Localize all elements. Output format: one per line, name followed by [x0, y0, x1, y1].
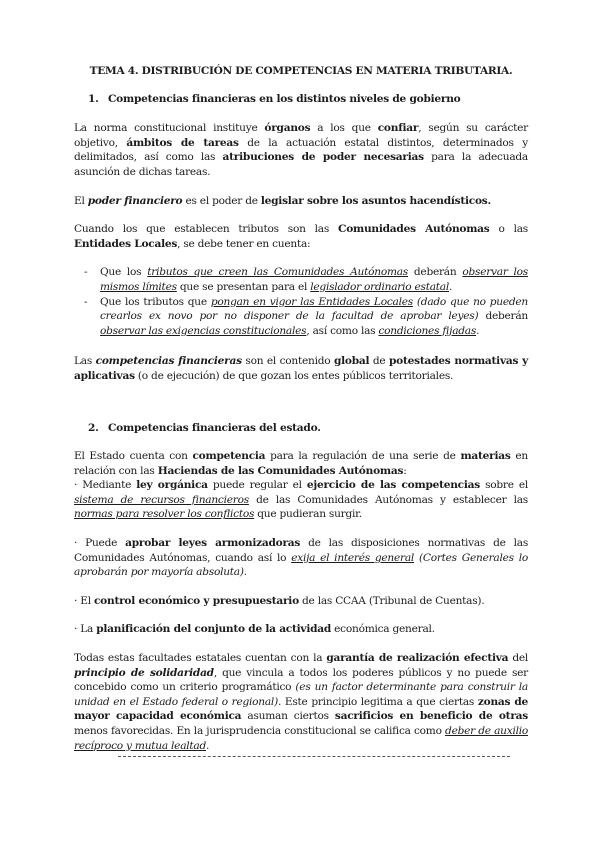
paragraph-economic-control: · El control económico y presupuestario de las CCAA (Tribunal de Cuentas).	[74, 594, 485, 607]
document-page	[74, 64, 528, 753]
paragraph-constitutional-norm: La norma constitucional instituye órganos a los que confiar, según su carácter objetivo, ámbitos de tareas de la actuación estatal distintos, determinados y delimitados, así como las atribuciones de poder necesarias para la adecuada asunción de dichas tareas.	[74, 122, 528, 178]
paragraph-harmonizing-laws: · Puede aprobar leyes armonizadoras de las disposiciones normativas de las Comunidades Autónomas, cuando así lo exija el interés general (Cortes Generales lo aprobarán por mayoría absoluta).	[74, 537, 529, 579]
paragraph-tax-authorities: Cuando los que establecen tributos son las Comunidades Autónomas o las Entidades Locales, se debe tener en cuenta:	[74, 223, 528, 250]
paragraph-financial-competences: Las competencias financieras son el contenido global de potestades normativas y aplicativas (o de ejecución) de que gozan los entes públicos territoriales.	[74, 355, 529, 382]
section-2-title: Competencias financieras del estado.	[108, 421, 321, 434]
paragraph-financial-power: El poder financiero es el poder de legislar sobre los asuntos hacendísticos.	[74, 194, 491, 207]
section-1-heading	[88, 92, 528, 107]
section-1-number: 1.	[88, 92, 99, 105]
paragraph-planning: · La planificación del conjunto de la actividad económica general.	[74, 623, 435, 636]
considerations-list	[74, 265, 528, 338]
list-item: - Que los tributos que creen las Comunidades Autónomas deberán observar los mismos límites que se presentan para el legislador ordinario estatal.	[74, 265, 528, 294]
dashed-separator	[118, 756, 510, 757]
document-title: TEMA 4. DISTRIBUCIÓN DE COMPETENCIAS EN MATERIA TRIBUTARIA.	[89, 65, 513, 77]
section-1-title: Competencias financieras en los distintos niveles de gobierno	[108, 92, 461, 105]
paragraph-solidarity-principle: Todas estas facultades estatales cuentan con la garantía de realización efectiva del principio de solidaridad, que vincula a todos los poderes públicos y no puede ser concebido como un criterio programático (es un factor determinante para construir la unidad en el Estado federal o regional). Este principio legitima a que ciertas zonas de mayor capacidad económica asuman ciertos sacrificios en beneficio de otras menos favorecidas. En la jurisprudencia constitucional se califica como deber de auxilio recíproco y mutua lealtad.	[74, 652, 529, 752]
section-2-heading	[88, 421, 528, 436]
paragraph-state-competence: El Estado cuenta con competencia para la regulación de una serie de materias en relación con las Haciendas de las Comunidades Autónomas: · Mediante ley orgánica puede regular el ejercicio de las competencias sobre el sistema de recursos financieros de las Comunidades Autónomas y establecer las normas para resolver los conflictos que pudieran surgir.	[74, 450, 528, 521]
list-item: - Que los tributos que pongan en vigor las Entidades Locales (dado que no pueden crearlos ex novo por no disponer de la facultad de aprobar leyes) deberán observar las exigencias constitucionales, así como las condiciones fijadas.	[74, 295, 528, 339]
section-2-number: 2.	[88, 421, 99, 434]
